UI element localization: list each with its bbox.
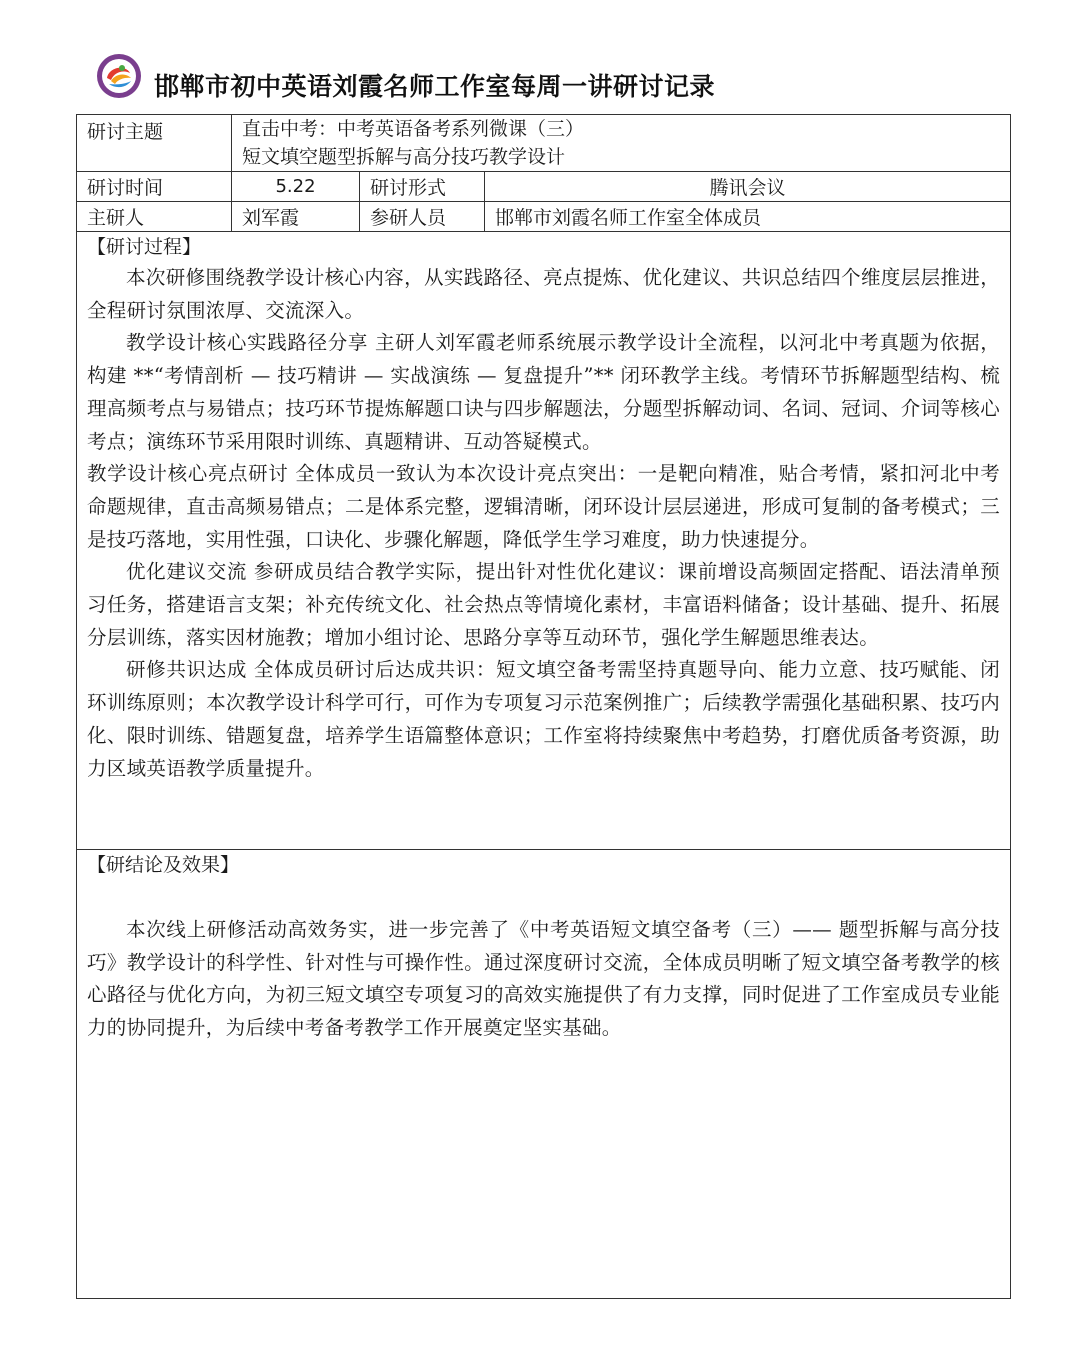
process-paragraph: 研修共识达成 全体成员研讨后达成共识：短文填空备考需坚持真题导向、能力立意、技巧赋能、闭环训练原则；本次教学设计科学可行，可作为专项复习示范案例推广；后续教学需强化基础积累、技巧内化、限时训练、错题复盘，培养学生语篇整体意识；工作室将持续聚焦中考趋势，打磨优质备考资源，助力区域英语教学质量提升。 — [87, 658, 1001, 780]
process-paragraph: 本次研修围绕教学设计核心内容，从实践路径、亮点提炼、优化建议、共识总结四个维度层层推进，全程研讨氛围浓厚、交流深入。 — [87, 266, 1001, 322]
topic-row — [77, 115, 1011, 172]
process-heading: 【研讨过程】 — [87, 236, 202, 258]
time-value: 5.22 — [232, 172, 360, 202]
topic-label: 研讨主题 — [77, 115, 232, 172]
document-title: 邯郸市初中英语刘霞名师工作室每周一讲研讨记录 — [154, 72, 716, 101]
process-paragraph: 优化建议交流 参研成员结合教学实际，提出针对性优化建议：课前增设高频固定搭配、语法清单预习任务，搭建语言支架；补充传统文化、社会热点等情境化素材，丰富语料储备；设计基础、提升、拓展分层训练，落实因材施教；增加小组讨论、思路分享等互动环节，强化学生解题思维表达。 — [87, 560, 1001, 649]
document-header — [96, 50, 715, 102]
result-heading: 【研结论及效果】 — [87, 854, 240, 876]
process-paragraph: 教学设计核心实践路径分享 主研人刘军霞老师系统展示教学设计全流程，以河北中考真题为依据，构建 **“考情剖析 — 技巧精讲 — 实战演练 — 复盘提升”** 闭环教学主线。考情环节拆解题型结构、梳理高频考点与易错点；技巧环节提炼解题口诀与四步解题法，分题型拆解动词、名词、冠词、介词等核心考点；演练环节采用限时训练、真题精讲、互动答疑模式。 — [87, 331, 1001, 453]
format-label: 研讨形式 — [360, 172, 485, 202]
format-value: 腾讯会议 — [485, 172, 1011, 202]
topic-line-2: 短文填空题型拆解与高分技巧教学设计 — [242, 146, 566, 168]
process-section — [77, 232, 1011, 850]
workshop-logo-icon — [96, 53, 142, 99]
topic-line-1: 直击中考：中考英语备考系列微课（三） — [242, 118, 585, 140]
time-row — [77, 172, 1011, 202]
process-row — [77, 232, 1011, 850]
discussion-record-table — [76, 114, 1011, 1299]
host-value: 刘军霞 — [232, 202, 360, 232]
participants-value: 邯郸市刘霞名师工作室全体成员 — [485, 202, 1011, 232]
participants-label: 参研人员 — [360, 202, 485, 232]
result-paragraph: 本次线上研修活动高效务实，进一步完善了《中考英语短文填空备考（三）—— 题型拆解与高分技巧》教学设计的科学性、针对性与可操作性。通过深度研讨交流，全体成员明晰了短文填空备考教学的核心路径与优化方向，为初三短文填空专项复习的高效实施提供了有力支撑，同时促进了工作室成员专业能力的协同提升，为后续中考备考教学工作开展奠定坚实基础。 — [87, 918, 1001, 1040]
host-label: 主研人 — [77, 202, 232, 232]
spacer — [87, 880, 1000, 914]
process-paragraph: 教学设计核心亮点研讨 全体成员一致认为本次设计亮点突出：一是靶向精准，贴合考情，紧扣河北中考命题规律，直击高频易错点；二是体系完整，逻辑清晰，闭环设计层层递进，形成可复制的备考模式；三是技巧落地，实用性强，口诀化、步骤化解题，降低学生学习难度，助力快速提分。 — [87, 462, 1001, 551]
result-section — [77, 850, 1011, 1299]
result-row — [77, 850, 1011, 1299]
host-row — [77, 202, 1011, 232]
time-label: 研讨时间 — [77, 172, 232, 202]
topic-value — [232, 115, 1011, 172]
